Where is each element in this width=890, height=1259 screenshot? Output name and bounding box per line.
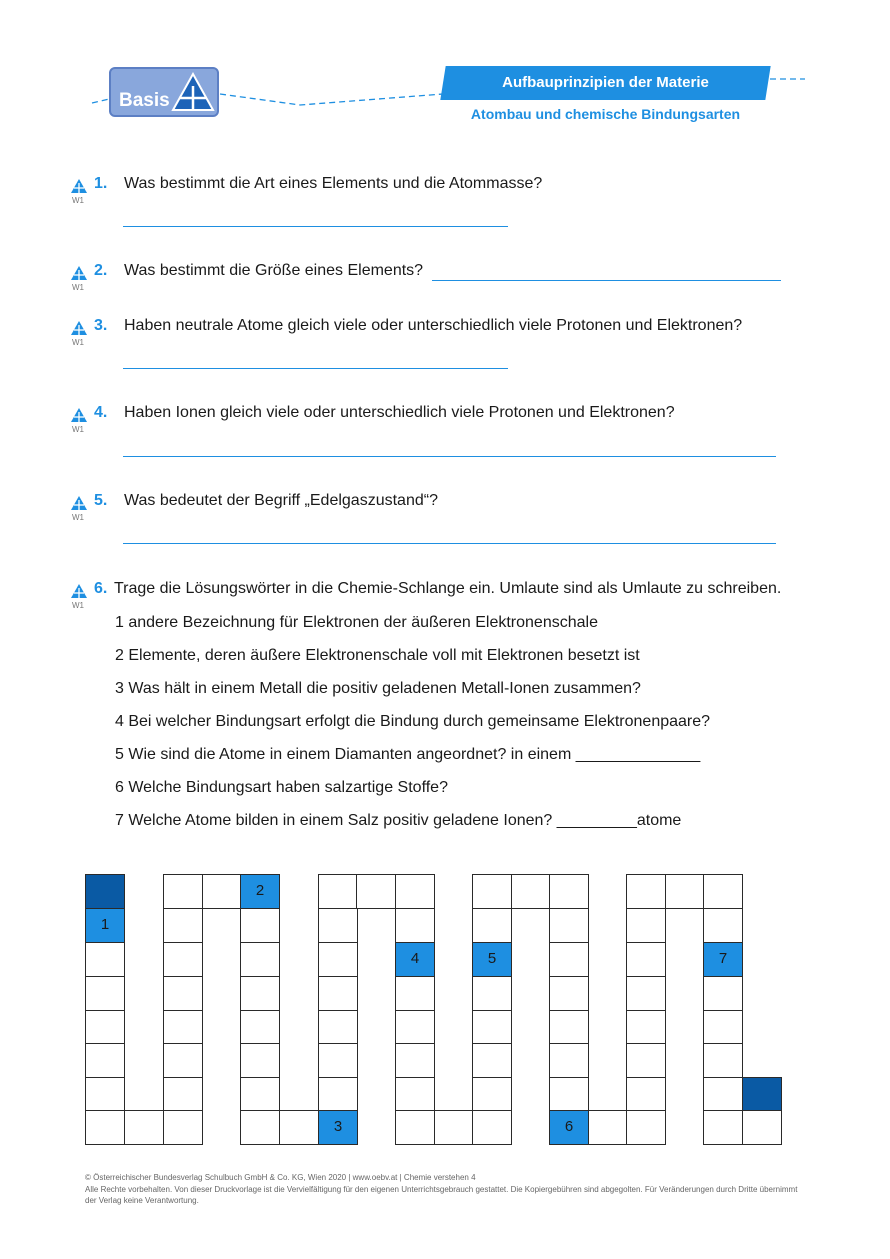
level-badge: W1 bbox=[72, 196, 84, 205]
clue-1: 1 andere Bezeichnung für Elektronen der äußeren Elektronenschale bbox=[115, 614, 598, 631]
snake-cell[interactable] bbox=[85, 1043, 125, 1078]
basis-logo bbox=[109, 67, 219, 117]
snake-cell[interactable] bbox=[163, 976, 203, 1011]
snake-cell[interactable] bbox=[665, 874, 705, 909]
snake-cell[interactable] bbox=[549, 976, 589, 1011]
snake-cell[interactable] bbox=[124, 1110, 164, 1145]
level-badge: W1 bbox=[72, 338, 84, 347]
question-text: Haben Ionen gleich viele oder unterschiedlich viele Protonen und Elektronen? bbox=[124, 404, 675, 421]
snake-start-cell[interactable] bbox=[549, 1110, 589, 1145]
snake-cell[interactable] bbox=[318, 1077, 358, 1112]
snake-cell[interactable] bbox=[395, 1077, 435, 1112]
start-number: 2 bbox=[255, 882, 265, 899]
answer-line-1[interactable] bbox=[123, 226, 508, 227]
snake-cell[interactable] bbox=[279, 1110, 319, 1145]
clue-6: 6 Welche Bindungsart haben salzartige Stoffe? bbox=[115, 779, 448, 796]
snake-cell[interactable] bbox=[318, 942, 358, 977]
level-badge: W1 bbox=[72, 601, 84, 610]
snake-cell[interactable] bbox=[626, 1077, 666, 1112]
snake-cell[interactable] bbox=[703, 1043, 743, 1078]
snake-cell[interactable] bbox=[626, 942, 666, 977]
pyramid-icon bbox=[70, 320, 88, 336]
snake-cell[interactable] bbox=[434, 1110, 474, 1145]
snake-cell[interactable] bbox=[240, 976, 280, 1011]
snake-cell[interactable] bbox=[703, 874, 743, 909]
answer-line-5[interactable] bbox=[123, 543, 776, 544]
snake-cell[interactable] bbox=[472, 874, 512, 909]
question-number: 2. bbox=[94, 262, 108, 279]
start-number: 5 bbox=[487, 950, 497, 967]
snake-cell[interactable] bbox=[395, 1110, 435, 1145]
pyramid-icon bbox=[70, 583, 88, 599]
snake-start-cell[interactable] bbox=[318, 1110, 358, 1145]
start-number: 4 bbox=[410, 950, 420, 967]
start-number: 6 bbox=[564, 1118, 574, 1135]
question-text: Trage die Lösungswörter in die Chemie-Schlange ein. Umlaute sind als Umlaute zu schreiben. bbox=[114, 580, 782, 597]
question-text: Haben neutrale Atome gleich viele oder unterschiedlich viele Protonen und Elektronen? bbox=[124, 317, 743, 334]
snake-cell[interactable] bbox=[395, 1043, 435, 1078]
snake-cell[interactable] bbox=[240, 1010, 280, 1045]
snake-cell[interactable] bbox=[163, 874, 203, 909]
level-badge: W1 bbox=[72, 283, 84, 292]
clue-2: 2 Elemente, deren äußere Elektronenschale voll mit Elektronen besetzt ist bbox=[115, 647, 640, 664]
question-number: 5. bbox=[94, 492, 108, 509]
question-text: Was bestimmt die Art eines Elements und die Atommasse? bbox=[124, 175, 543, 192]
snake-cell[interactable] bbox=[588, 1110, 628, 1145]
snake-cell[interactable] bbox=[549, 908, 589, 943]
snake-cell[interactable] bbox=[472, 1077, 512, 1112]
snake-start-cell[interactable] bbox=[240, 874, 280, 909]
snake-start-cell[interactable] bbox=[472, 942, 512, 977]
snake-cell[interactable] bbox=[318, 1043, 358, 1078]
logo-label: Basis bbox=[119, 90, 170, 111]
question-text: Was bedeutet der Begriff „Edelgaszustand“? bbox=[124, 492, 438, 509]
pyramid-icon bbox=[70, 178, 88, 194]
pyramid-icon bbox=[70, 265, 88, 281]
start-number: 7 bbox=[718, 950, 728, 967]
snake-cell[interactable] bbox=[626, 976, 666, 1011]
snake-cell[interactable] bbox=[163, 908, 203, 943]
snake-cell[interactable] bbox=[703, 976, 743, 1011]
snake-start-cell[interactable] bbox=[703, 942, 743, 977]
start-number: 1 bbox=[100, 916, 110, 933]
snake-cell[interactable] bbox=[85, 976, 125, 1011]
snake-start-cell[interactable] bbox=[85, 908, 125, 943]
snake-cell[interactable] bbox=[163, 942, 203, 977]
answer-line-2[interactable] bbox=[432, 280, 781, 281]
snake-cell[interactable] bbox=[318, 976, 358, 1011]
page-title: Aufbauprinzipien der Materie bbox=[502, 74, 709, 91]
clue-3: 3 Was hält in einem Metall die positiv geladenen Metall-Ionen zusammen? bbox=[115, 680, 641, 697]
snake-cell[interactable] bbox=[240, 942, 280, 977]
pyramid-icon bbox=[171, 72, 215, 112]
clue-7: 7 Welche Atome bilden in einem Salz positiv geladene Ionen? _________atome bbox=[115, 812, 682, 829]
snake-cell[interactable] bbox=[626, 1010, 666, 1045]
clue-5: 5 Wie sind die Atome in einem Diamanten angeordnet? in einem ______________ bbox=[115, 746, 701, 763]
snake-cell[interactable] bbox=[472, 1110, 512, 1145]
snake-cell[interactable] bbox=[549, 1010, 589, 1045]
snake-cell[interactable] bbox=[703, 1010, 743, 1045]
snake-end-cell bbox=[85, 874, 125, 909]
question-number: 1. bbox=[94, 175, 108, 192]
snake-start-cell[interactable] bbox=[395, 942, 435, 977]
snake-cell[interactable] bbox=[626, 1110, 666, 1145]
snake-cell[interactable] bbox=[549, 1077, 589, 1112]
question-text: Was bestimmt die Größe eines Elements? bbox=[124, 262, 424, 279]
snake-cell[interactable] bbox=[202, 874, 242, 909]
snake-cell[interactable] bbox=[472, 976, 512, 1011]
snake-cell[interactable] bbox=[163, 1110, 203, 1145]
snake-cell[interactable] bbox=[85, 1010, 125, 1045]
snake-cell[interactable] bbox=[395, 874, 435, 909]
snake-cell[interactable] bbox=[85, 1110, 125, 1145]
snake-cell[interactable] bbox=[318, 1010, 358, 1045]
snake-cell[interactable] bbox=[318, 874, 358, 909]
footer-rights: Alle Rechte vorbehalten. Von dieser Druckvorlage ist die Vervielfältigung für den eigenen Unterrichtsgebrauch gestattet. Die Kopiergebühren sind abgegolten. Für Veränderungen durch Dritte übernimmt der Verlag keine Verantwortung. bbox=[85, 1184, 798, 1205]
snake-cell[interactable] bbox=[395, 976, 435, 1011]
snake-cell[interactable] bbox=[703, 908, 743, 943]
snake-cell[interactable] bbox=[549, 942, 589, 977]
clue-4: 4 Bei welcher Bindungsart erfolgt die Bindung durch gemeinsame Elektronenpaare? bbox=[115, 713, 711, 730]
start-number: 3 bbox=[333, 1118, 343, 1135]
snake-cell[interactable] bbox=[85, 942, 125, 977]
snake-cell[interactable] bbox=[85, 1077, 125, 1112]
snake-cell[interactable] bbox=[703, 1077, 743, 1112]
question-number: 3. bbox=[94, 317, 108, 334]
pyramid-icon bbox=[70, 407, 88, 423]
snake-cell[interactable] bbox=[472, 1010, 512, 1045]
snake-cell[interactable] bbox=[240, 1077, 280, 1112]
snake-cell[interactable] bbox=[742, 1110, 782, 1145]
snake-cell[interactable] bbox=[472, 908, 512, 943]
snake-end-cell bbox=[742, 1077, 782, 1112]
snake-cell[interactable] bbox=[240, 908, 280, 943]
snake-cell[interactable] bbox=[318, 908, 358, 943]
footer bbox=[85, 1172, 805, 1207]
snake-cell[interactable] bbox=[395, 908, 435, 943]
snake-cell[interactable] bbox=[240, 1110, 280, 1145]
footer-copyright: © Österreichischer Bundesverlag Schulbuch GmbH & Co. KG, Wien 2020 | www.oebv.at | Chemie verstehen 4 bbox=[85, 1173, 476, 1182]
snake-cell[interactable] bbox=[626, 874, 666, 909]
snake-cell[interactable] bbox=[163, 1010, 203, 1045]
snake-cell[interactable] bbox=[703, 1110, 743, 1145]
snake-cell[interactable] bbox=[356, 874, 396, 909]
snake-cell[interactable] bbox=[549, 1043, 589, 1078]
snake-cell[interactable] bbox=[511, 874, 551, 909]
level-badge: W1 bbox=[72, 425, 84, 434]
snake-cell[interactable] bbox=[549, 874, 589, 909]
snake-cell[interactable] bbox=[626, 1043, 666, 1078]
snake-cell[interactable] bbox=[472, 1043, 512, 1078]
question-number: 4. bbox=[94, 404, 108, 421]
answer-line-4[interactable] bbox=[123, 456, 776, 457]
snake-cell[interactable] bbox=[240, 1043, 280, 1078]
answer-line-3[interactable] bbox=[123, 368, 508, 369]
level-badge: W1 bbox=[72, 513, 84, 522]
question-number: 6. bbox=[94, 580, 108, 597]
pyramid-icon bbox=[70, 495, 88, 511]
snake-cell[interactable] bbox=[626, 908, 666, 943]
page-subtitle: Atombau und chemische Bindungsarten bbox=[470, 106, 741, 122]
snake-cell[interactable] bbox=[163, 1077, 203, 1112]
snake-cell[interactable] bbox=[163, 1043, 203, 1078]
snake-cell[interactable] bbox=[395, 1010, 435, 1045]
